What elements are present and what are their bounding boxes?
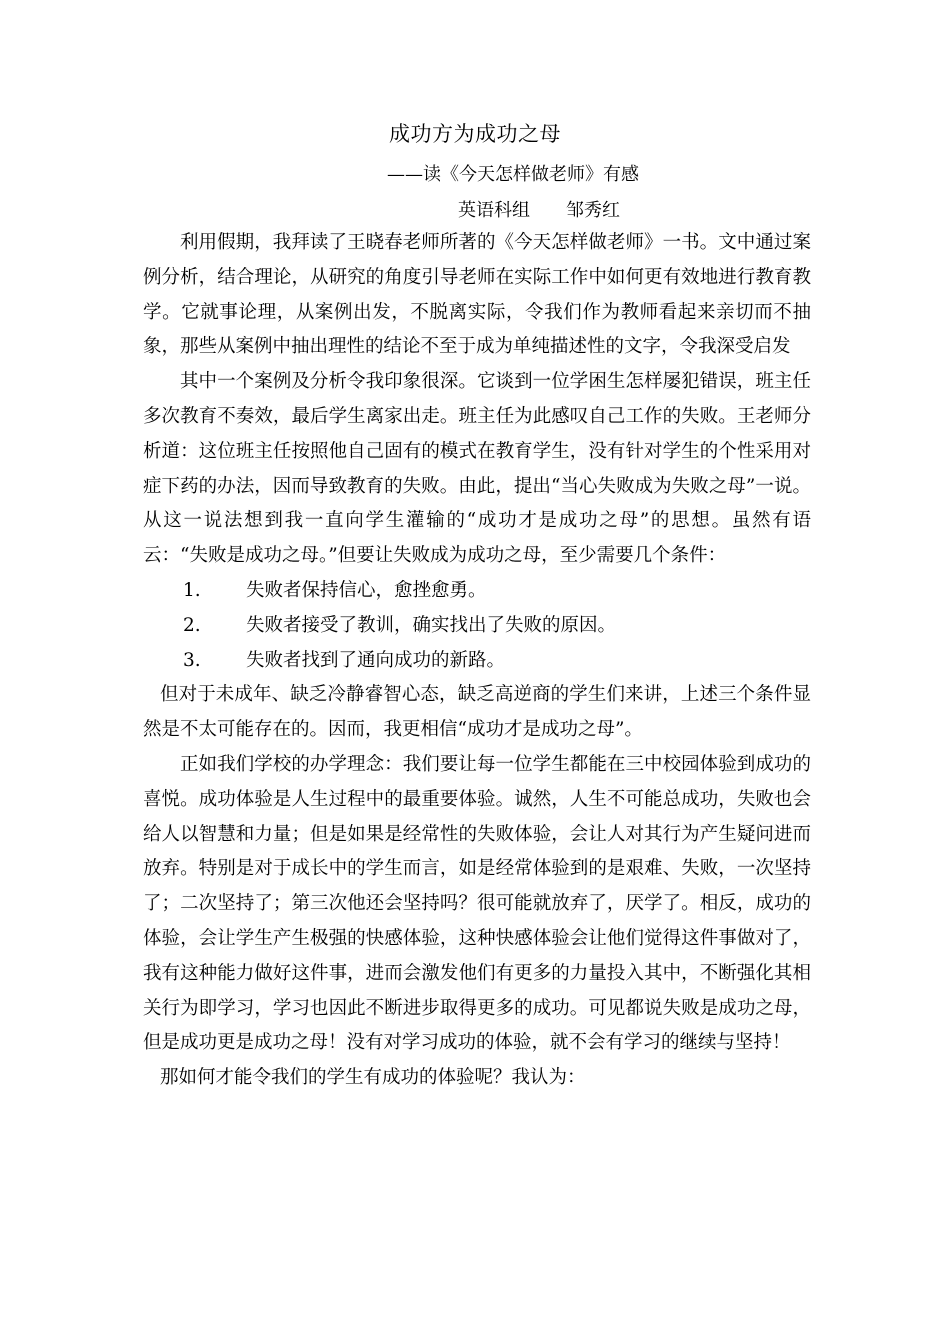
list-item [143,574,811,609]
list-item [143,609,811,644]
paragraph-philosophy: 正如我们学校的办学理念：我们要让每一位学生都能在三中校园体验到成功的喜悦。成功体验是人生过程中的最重要体验。诚然，人生不可能总成功，失败也会给人以智慧和力量；但是如果是经常性的失败体验，会让人对其行为产生疑问进而放弃。特别是对于成长中的学生而言，如是经常体验到的是艰难、失败，一次坚持了；二次坚持了；第三次他还会坚持吗？很可能就放弃了，厌学了。相反，成功的体验，会让学生产生极强的快感体验，这种快感体验会让他们觉得这件事做对了，我有这种能力做好这件事，进而会激发他们有更多的力量投入其中，不断强化其相关行为即学习，学习也因此不断进步取得更多的成功。可见都说失败是成功之母，但是成功更是成功之母！没有对学习成功的体验，就不会有学习的继续与坚持！ [143,753,811,1054]
document-title: 成功方为成功之母 [389,122,561,146]
list-item [143,644,811,679]
list-text: 失败者找到了通向成功的新路。 [246,649,506,671]
article-body [143,226,811,1096]
paragraph-intro: 利用假期，我拜读了王晓春老师所著的《今天怎样做老师》一书。文中通过案例分析，结合理论，从研究的角度引导老师在实际工作中如何更有效地进行教育教学。它就事论理，从案例出发，不脱离实际，令我们作为教师看起来亲切而不抽象，那些从案例中抽出理性的结论不至于成为单纯描述性的文字，令我深受启发 [143,232,811,358]
author-line [458,196,620,222]
paragraph-question: 那如何才能令我们的学生有成功的体验呢？我认为： [160,1067,586,1089]
list-text: 失败者保持信心，愈挫愈勇。 [246,579,487,601]
author-group: 英语科组 [458,200,530,221]
paragraph-case: 其中一个案例及分析令我印象很深。它谈到一位学困生怎样屡犯错误，班主任多次教育不奏效，最后学生离家出走。班主任为此感叹自己工作的失败。王老师分析道：这位班主任按照他自己固有的模式在教育学生，没有针对学生的个性采用对症下药的办法，因而导致教育的失败。由此，提出“当心失败成为失败之母”一说。从这一说法想到我一直向学生灌输的“成功才是成功之母”的思想。虽然有语云：“失败是成功之母。”但要让失败成为成功之母，至少需要几个条件： [143,371,811,567]
list-number: 2. [183,614,201,636]
list-number: 3. [183,649,201,671]
author-name: 邹秀红 [566,200,620,221]
list-number: 1. [183,579,201,601]
paragraph-conditions: 但对于未成年、缺乏冷静睿智心态，缺乏高逆商的学生们来讲，上述三个条件显然是不太可能存在的。因而，我更相信“成功才是成功之母”。 [143,684,811,741]
list-text: 失败者接受了教训，确实找出了失败的原因。 [246,614,617,636]
document-subtitle: ——读《今天怎样做老师》有感 [387,164,639,185]
